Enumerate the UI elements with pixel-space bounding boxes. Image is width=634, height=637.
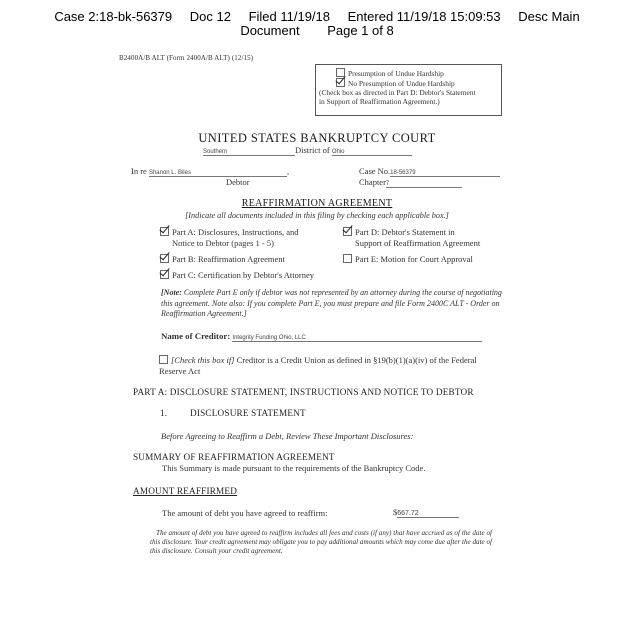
case-no-line (359, 166, 500, 177)
in-re-line: In re Shanon L. Biles , (131, 166, 290, 176)
part-e-note (161, 288, 506, 320)
summary-heading: SUMMARY OF REAFFIRMATION AGREEMENT (133, 452, 335, 462)
doc-number-stamp: Doc 12 (189, 9, 231, 24)
amount-paragraph: The amount of debt you have agreed to reaffirm includes all fees and costs (if any) that have accrued as of the date of this disclosure. Your credit agreement may obligate you to pay additional amounts which may come due after the date of this disclosure. Consult your credit agreement. (150, 529, 492, 556)
credit-union-item: [Check this box if] Creditor is a Credit Union as defined in §19(b)(1)(a)(iv) of the Federal Reserve Act (159, 355, 477, 376)
note-text: Complete Part E only if debtor was not represented by an attorney during the course of negotiating this agreement. Note also: If you complete Part E, you must prepare and file Form 2400C ALT - Order on Reaffirmation Agreement.] (161, 288, 502, 318)
district-name: Southern (203, 149, 295, 156)
hardship-instruction-2: in Support of Reaffirmation Agreement.) (319, 97, 440, 106)
creditor-label: Name of Creditor: (161, 331, 231, 341)
checkbox-icon[interactable] (159, 355, 168, 364)
hardship-option-presumption: Presumption of Undue Hardship (319, 68, 501, 78)
chapter-line (359, 177, 462, 188)
checkbox-icon[interactable] (343, 254, 352, 263)
filed-date-stamp: Filed 11/19/18 (248, 9, 331, 24)
document-label-stamp: Document (240, 23, 300, 38)
chapter-label: Chapter (359, 177, 386, 187)
case-no-value: 18-56379 (390, 170, 500, 177)
part-c-item: Part C: Certification by Debtor's Attorney (160, 270, 314, 281)
checkbox-checked-icon[interactable] (336, 78, 345, 87)
checkbox-checked-icon[interactable] (343, 227, 352, 236)
amount-line (393, 507, 459, 518)
part-a-item: Part A: Disclosures, Instructions, and Notice to Debtor (pages 1 - 5) (160, 227, 299, 249)
before-agreeing-text: Before Agreeing to Reaffirm a Debt, Review These Important Disclosures: (161, 431, 414, 441)
checkbox-checked-icon[interactable] (160, 254, 169, 263)
hardship-box (315, 64, 502, 116)
case-number-stamp: Case 2:18-bk-56379 (54, 9, 173, 24)
page-number-stamp: Page 1 of 8 (327, 23, 394, 38)
district-of-label: District of (295, 145, 330, 155)
section-number: 1. (160, 408, 168, 418)
case-no-label: Case No. (359, 166, 391, 176)
debtor-label: Debtor (226, 177, 250, 187)
debtor-name: Shanon L. Biles (149, 170, 287, 177)
form-identifier: B2400A/B ALT (Form 2400A/B ALT) (12/15) (119, 54, 254, 62)
amount-value: 667.72 (397, 510, 459, 518)
summary-text: This Summary is made pursuant to the requirements of the Bankruptcy Code. (162, 463, 426, 473)
amount-label: The amount of debt you have agreed to reaffirm: (162, 508, 328, 518)
checkbox-checked-icon[interactable] (160, 270, 169, 279)
checkbox-checked-icon[interactable] (160, 227, 169, 236)
district-state: Ohio (332, 149, 412, 156)
part-e-item: Part E: Motion for Court Approval (343, 254, 473, 265)
part-b-item: Part B: Reaffirmation Agreement (160, 254, 285, 265)
court-title: UNITED STATES BANKRUPTCY COURT (198, 131, 436, 145)
note-label: [Note: (161, 288, 182, 297)
creditor-name: Integrity Funding Ohio, LLC (232, 335, 482, 342)
reaffirmation-agreement-title: REAFFIRMATION AGREEMENT (241, 198, 393, 209)
entered-date-stamp: Entered 11/19/18 15:09:53 (347, 9, 501, 24)
filing-stamp (0, 10, 634, 38)
in-re-label: In re (131, 166, 147, 176)
hardship-option-no-presumption: No Presumption of Undue Hardship (319, 78, 501, 88)
hardship-instruction-1: (Check box as directed in Part D: Debtor's Statement (319, 88, 476, 97)
chapter-value: 7 (386, 181, 462, 188)
amount-reaffirmed-heading: AMOUNT REAFFIRMED (133, 486, 238, 496)
dollar-sign: $ (393, 507, 398, 517)
part-d-item: Part D: Debtor's Statement in Support of Reaffirmation Agreement (343, 227, 480, 249)
part-a-heading: PART A: DISCLOSURE STATEMENT, INSTRUCTIONS AND NOTICE TO DEBTOR (133, 387, 474, 397)
district-line (203, 145, 412, 156)
disclosure-statement-heading: DISCLOSURE STATEMENT (190, 408, 306, 418)
agreement-instruction: [Indicate all documents included in this filing by checking each applicable box.] (185, 211, 449, 220)
creditor-line (161, 331, 482, 342)
desc-stamp: Desc Main (518, 9, 580, 24)
